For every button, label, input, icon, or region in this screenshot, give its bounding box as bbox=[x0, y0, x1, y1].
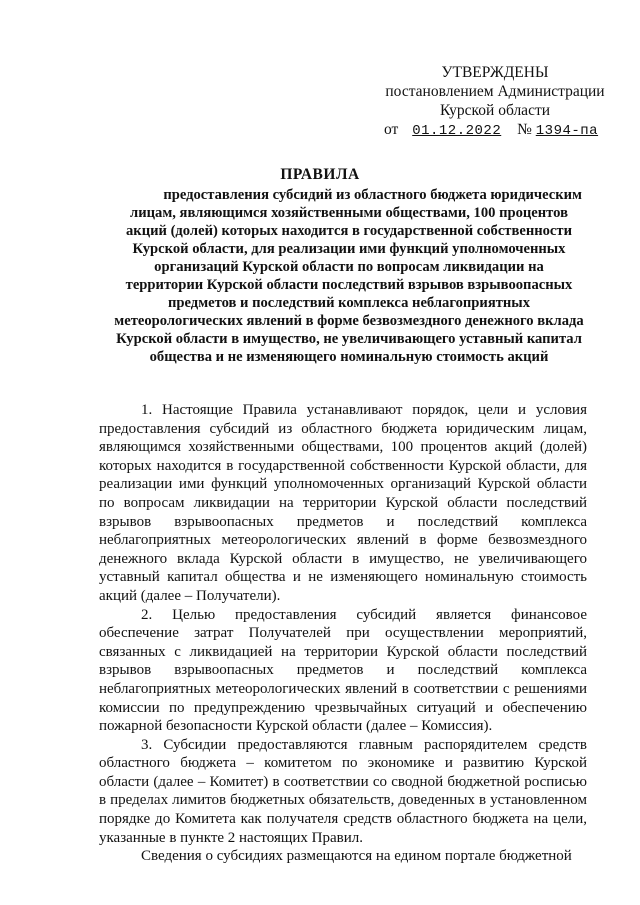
paragraph-4: Сведения о субсидиях размещаются на едином портале бюджетной bbox=[141, 848, 572, 865]
subtitle-line: акций (долей) которых находится в государственной собственности bbox=[125, 223, 572, 239]
approval-date: 01.12.2022 bbox=[412, 123, 502, 139]
subtitle-line: Курской области в имущество, не увеличивающего уставный капитал bbox=[116, 331, 582, 347]
subtitle-line: общества и не изменяющего номинальную стоимость акций bbox=[149, 349, 549, 365]
document-body bbox=[99, 401, 587, 866]
approval-heading: УТВЕРЖДЕНЫ bbox=[441, 64, 549, 81]
number-prefix: № bbox=[517, 121, 532, 138]
subtitle-line: предоставления субсидий из областного бюджета юридическим bbox=[163, 187, 582, 203]
approval-line-1: постановлением Администрации bbox=[385, 83, 605, 100]
approval-line-2: Курской области bbox=[439, 102, 551, 119]
paragraph-3: 3. Субсидии предоставляются главным распорядителем средств областного бюджета – комитетом по экономике и развитию Курской области (далее – Комитет) в соответствии со сводной бюджетной росписью в пределах лимитов бюджетных обязательств, доведенных в установленном порядке до Комитета как получателя средств областного бюджета на цели, указанные в пункте 2 настоящих Правил. bbox=[99, 736, 587, 846]
subtitle-line: предметов и последствий комплекса неблагоприятных bbox=[168, 295, 530, 311]
subtitle-line: организаций Курской области по вопросам ликвидации на bbox=[154, 259, 544, 275]
approval-stamp bbox=[370, 63, 620, 141]
paragraph-2: 2. Целью предоставления субсидий является финансовое обеспечение затрат Получателей при осуществлении мероприятий, связанных с ликвидацией на территории Курской области последствий взрывов взрывоопасных предметов и последствий комплекса неблагоприятных метеорологических явлений в соответствии с решениями комиссии по предупреждению чрезвычайных ситуаций и обеспечению пожарной безопасности Курской области (далее – Комиссия). bbox=[99, 606, 587, 735]
document-subtitle bbox=[94, 186, 604, 366]
approval-number: 1394-па bbox=[535, 123, 599, 139]
document-title: ПРАВИЛА bbox=[280, 166, 360, 183]
paragraph-1: 1. Настоящие Правила устанавливают порядок, цели и условия предоставления субсидий из областного бюджета юридическим лицам, являющимся хозяйственными обществами, 100 процентов акций (долей) которых находится в государственной собственности Курской области, для реализации ими функций уполномоченных организаций Курской области по вопросам ликвидации на территории Курской области последствий взрывов взрывоопасных предметов и последствий комплекса неблагоприятных метеорологических явлений в форме безвозмездного денежного вклада Курской области в имущество, не увеличивающего уставный капитал общества и не изменяющего номинальную стоимость акций (далее – Получатели). bbox=[99, 402, 587, 604]
approval-date-line bbox=[384, 120, 620, 141]
subtitle-line: лицам, являющимся хозяйственными обществами, 100 процентов bbox=[130, 205, 568, 221]
subtitle-line: Курской области, для реализации ими функций уполномоченных bbox=[132, 241, 566, 257]
subtitle-line: метеорологических явлений в форме безвозмездного денежного вклада bbox=[114, 313, 584, 329]
subtitle-line: территории Курской области последствий взрывов взрывоопасных bbox=[125, 277, 573, 293]
date-prefix: от bbox=[384, 121, 399, 138]
